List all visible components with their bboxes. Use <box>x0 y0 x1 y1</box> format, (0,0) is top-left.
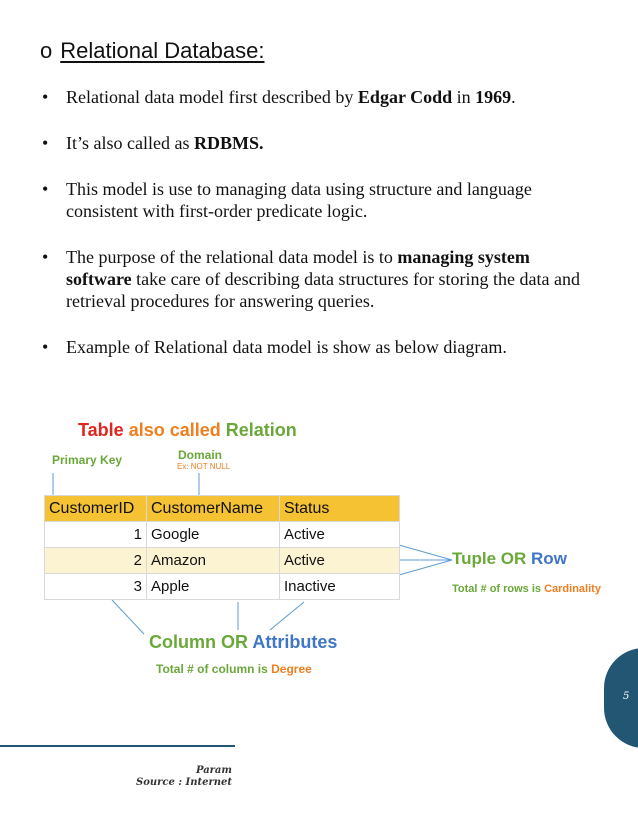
bullet-list <box>40 86 600 382</box>
customer-table <box>44 495 400 600</box>
bullet-item: • Example of Relational data model is show as below diagram. <box>40 336 600 358</box>
bullet-item: • The purpose of the relational data model is to managing system software take care of describing data structures for storing the data and retrieval procedures for answering queries. <box>40 246 600 312</box>
primary-key-label: Primary Key <box>52 453 123 467</box>
heading-bullet: o <box>40 38 53 63</box>
tuple-label: Tuple OR Row <box>452 549 567 568</box>
table-cell: Amazon <box>147 548 280 574</box>
footer-rule <box>0 745 235 747</box>
table-header-row <box>45 496 400 522</box>
table-cell: Inactive <box>280 574 400 600</box>
degree-label: Total # of column is Degree <box>156 662 312 676</box>
table-cell: Active <box>280 548 400 574</box>
table-cell: 1 <box>45 522 147 548</box>
table-cell: Google <box>147 522 280 548</box>
page-number: 5 <box>623 691 630 702</box>
bullet-item: • Relational data model first described by Edgar Codd in 1969. <box>40 86 600 108</box>
table-cell: Apple <box>147 574 280 600</box>
column-label: Column OR Attributes <box>149 632 338 652</box>
bullet-item: • This model is use to managing data using structure and language consistent with first-order predicate logic. <box>40 178 600 222</box>
page-number-tab <box>604 648 638 748</box>
section-heading <box>40 38 265 64</box>
column-header: CustomerID <box>45 496 147 522</box>
cardinality-label: Total # of rows is Cardinality <box>452 583 601 595</box>
domain-label: Domain <box>178 448 223 462</box>
domain-example: Ex: NOT NULL <box>177 462 231 471</box>
diagram-title: Table also called Relation <box>78 420 297 440</box>
heading-text: Relational Database: <box>60 38 265 63</box>
relational-model-diagram <box>34 412 604 682</box>
column-header: CustomerName <box>147 496 280 522</box>
footer-author: Param <box>195 765 232 776</box>
table-cell: 2 <box>45 548 147 574</box>
table-row <box>45 522 400 548</box>
table-cell: Active <box>280 522 400 548</box>
footer-source: Source : Internet <box>136 777 232 788</box>
table-row <box>45 548 400 574</box>
column-header: Status <box>280 496 400 522</box>
table-cell: 3 <box>45 574 147 600</box>
table-row <box>45 574 400 600</box>
bullet-item: • It’s also called as RDBMS. <box>40 132 600 154</box>
